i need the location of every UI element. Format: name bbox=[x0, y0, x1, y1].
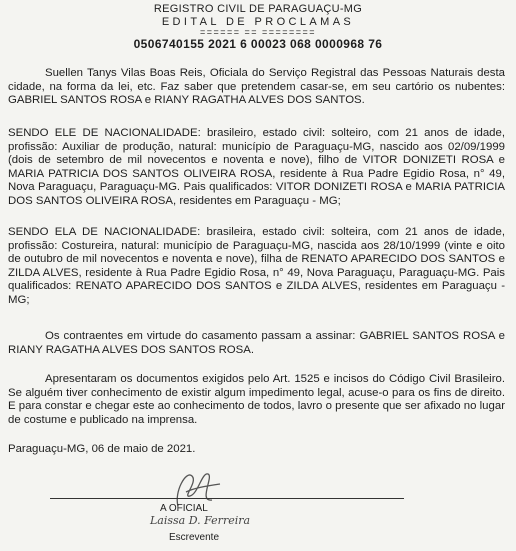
signature-role: A OFICIAL bbox=[160, 503, 208, 514]
signature-line bbox=[50, 498, 404, 499]
documents-paragraph: Apresentaram os documentos exigidos pelo Art. 1525 e incisos do Código Civil Brasileiro. Se alguém tiver conhecimento de existir algum impedimento legal, acuse-o para os fins de direito. E para constar e chegar este ao conhecimento de todos, lavro o presente que ser afixado no lugar de costume e publicado na imprensa. bbox=[8, 373, 505, 426]
contractors-paragraph: Os contraentes em virtude do casamento passam a assinar: GABRIEL SANTOS ROSA e RIANY RAGATHA ALVES DOS SANTOS ROSA. bbox=[8, 330, 505, 356]
edital-title: EDITAL DE PROCLAMAS bbox=[161, 16, 355, 28]
date-line: Paraguaçu-MG, 06 de maio de 2021. bbox=[8, 443, 196, 455]
registry-title: REGISTRO CIVIL DE PARAGUAÇU-MG bbox=[153, 3, 363, 15]
groom-paragraph: SENDO ELE DE NACIONALIDADE: brasileiro, estado civil: solteiro, com 21 anos de idade, profissão: Auxiliar de produção, natural: município de Paraguaçu-MG, nascido aos 02/09/1999 (dois de setembro de mil novecentos e noventa e nove), filho de VITOR DONIZETI ROSA e MARIA PATRICIA DOS SANTOS OLIVEIRA ROSA, residente à Rua Padre Egidio Rosa, n° 49, Nova Paraguaçu, Paraguaçu-MG. Pais qualificados: VITOR DONIZETI ROSA e MARIA PATRICIA DOS SANTOS OLIVEIRA ROSA, residentes em Paraguaçu - MG; bbox=[8, 127, 505, 207]
signature-title: Escrevente bbox=[169, 532, 220, 543]
header-divider: ====== == ======== bbox=[199, 27, 317, 37]
signature-name: Laissa D. Ferreira bbox=[150, 514, 251, 527]
bride-paragraph: SENDO ELA DE NACIONALIDADE: brasileira, estado civil: solteira, com 21 anos de idade, profissão: Costureira, natural: município de Paraguaçu-MG, nascida aos 28/10/1999 (vinte e oito de outubro de mil novecentos e noventa e nove), filha de RENATO APARECIDO DOS SANTOS e ZILDA ALVES, residente à Rua Padre Egidio Rosa, n° 49, Nova Paraguaçu, Paraguaçu-MG. Pais qualificados: RENATO APARECIDO DOS SANTOS e ZILDA ALVES, residentes em Paraguaçu - MG; bbox=[8, 226, 505, 306]
intro-paragraph: Suellen Tanys Vilas Boas Reis, Oficiala do Serviço Registral das Pessoas Naturais desta cidade, na forma da lei, etc. Faz saber que pretendem casar-se, em seu cartório os nubentes: GABRIEL SANTOS ROSA e RIANY RAGATHA ALVES DOS SANTOS. bbox=[8, 67, 505, 107]
registry-number: 0506740155 2021 6 00023 068 0000968 76 bbox=[133, 37, 383, 51]
